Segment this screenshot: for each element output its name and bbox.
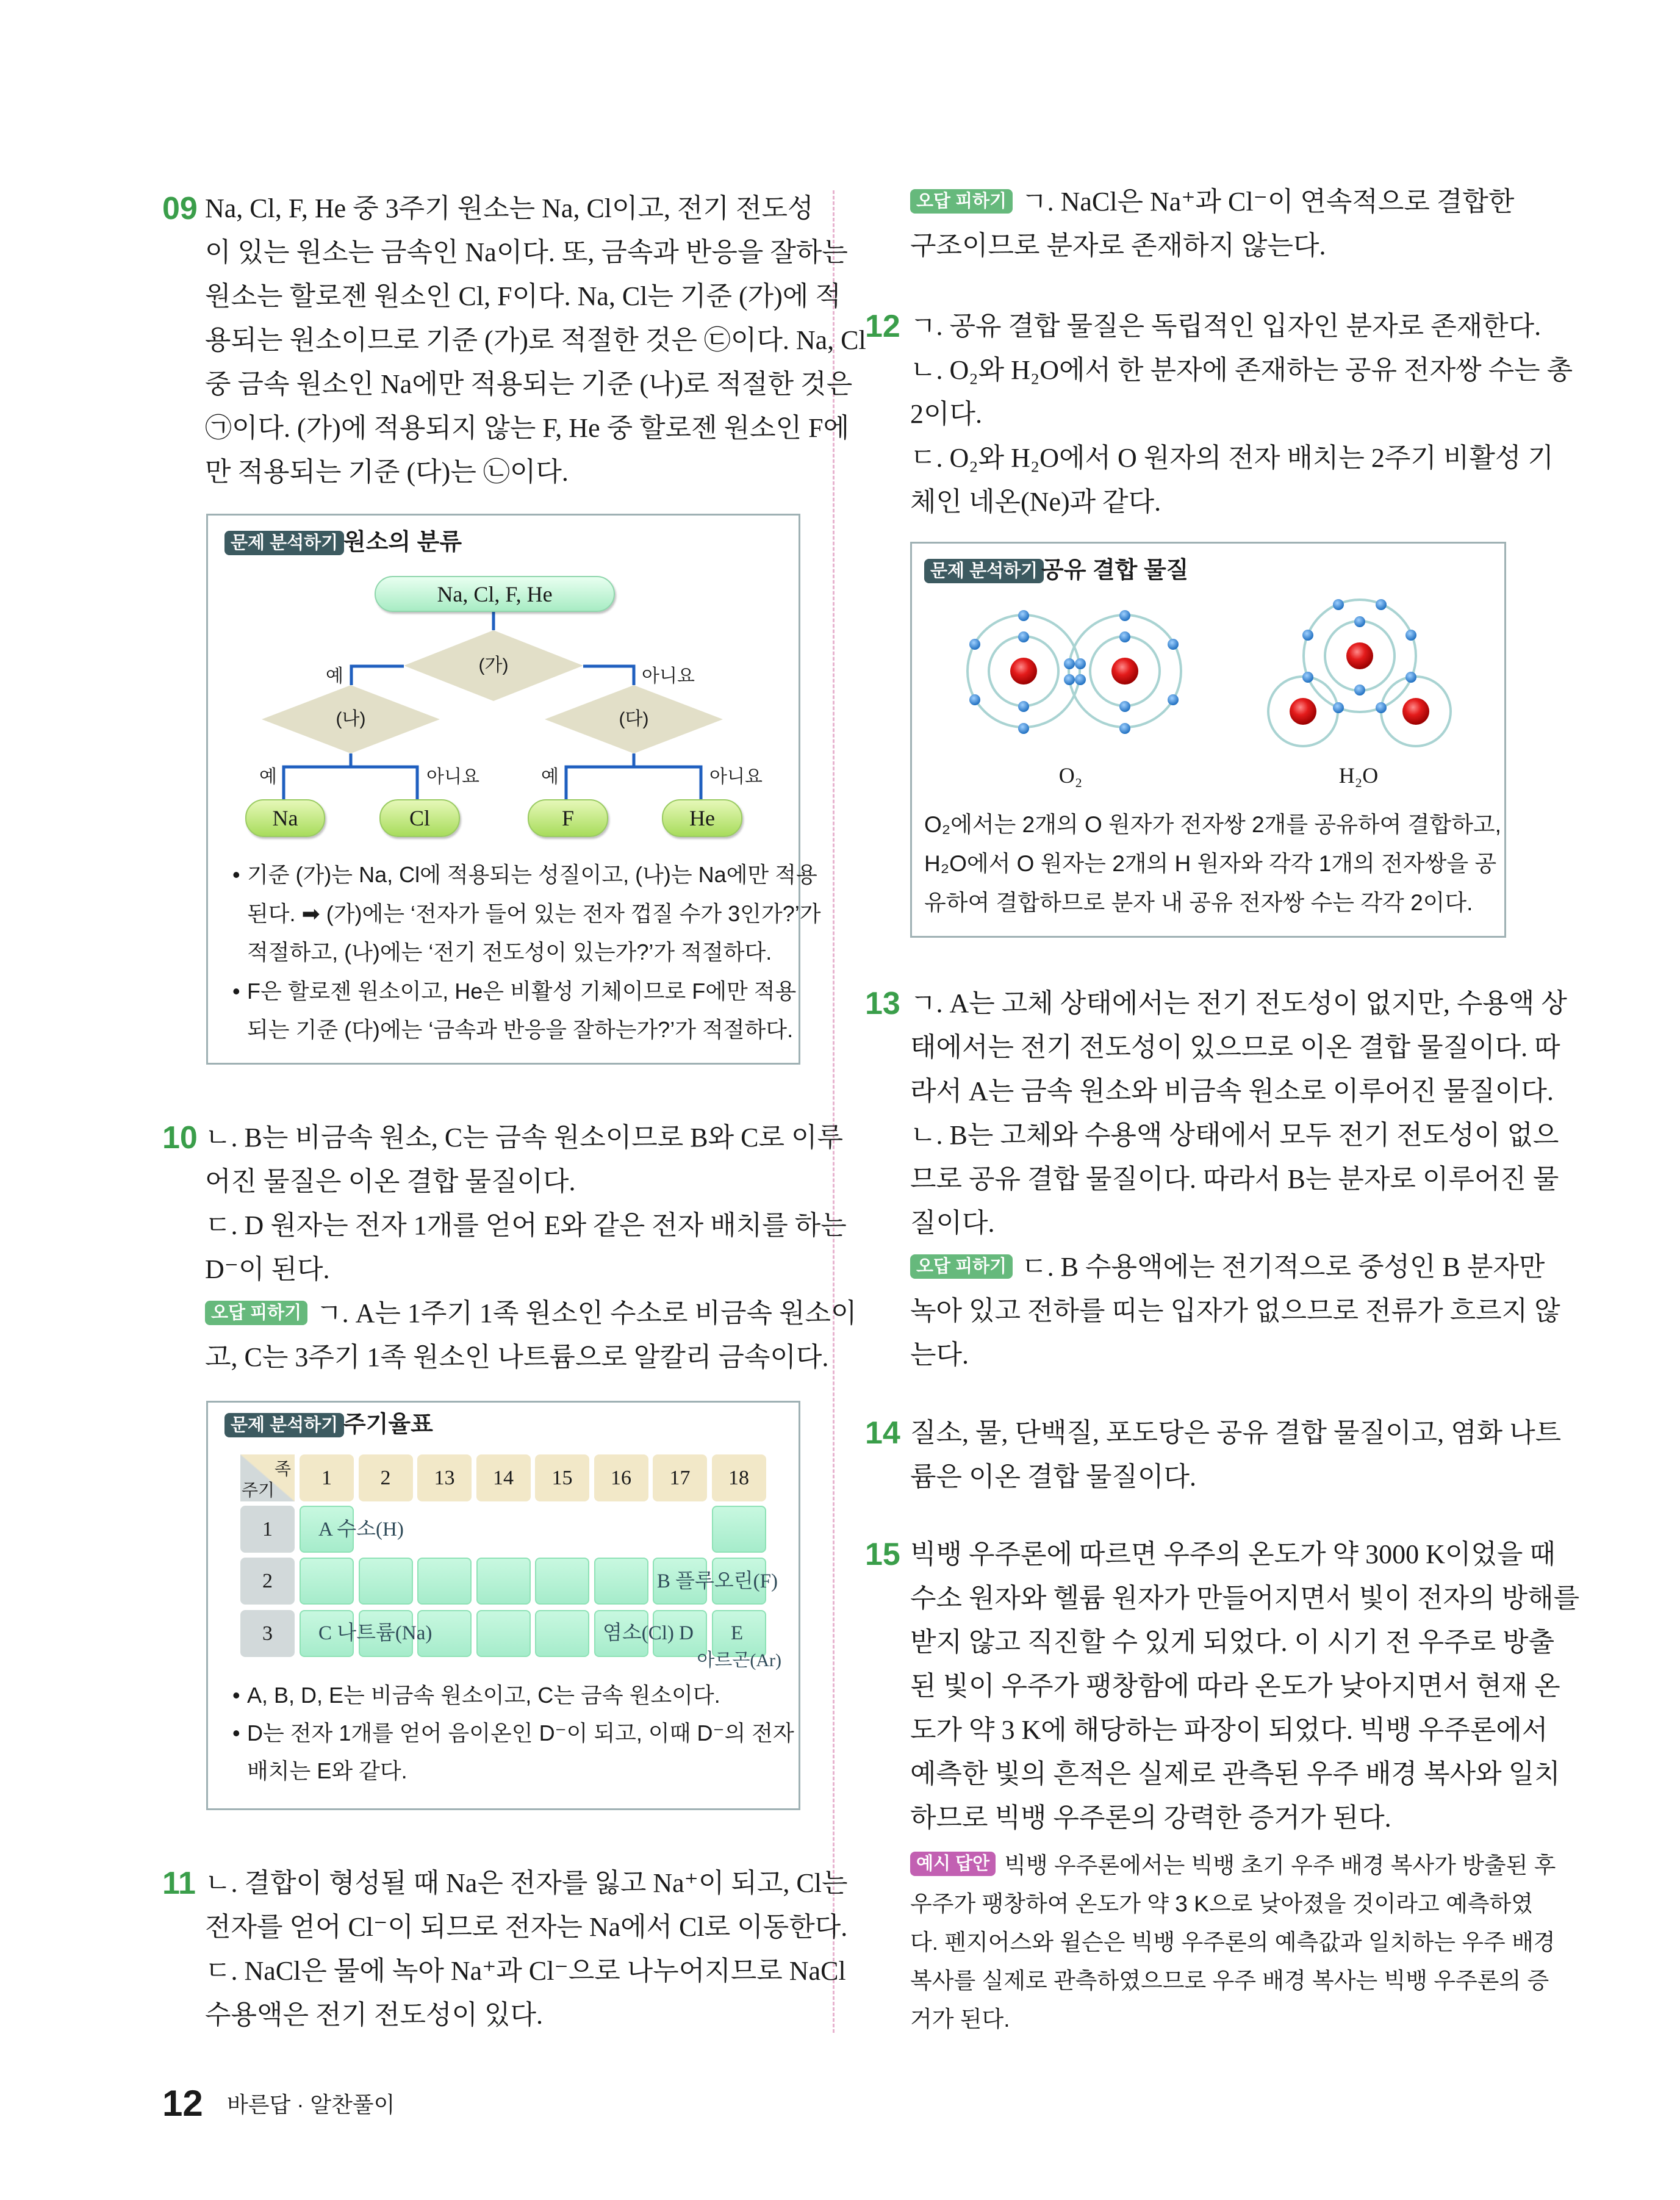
book-title: 바른답 · 알찬풀이 <box>227 2092 395 2117</box>
group-header: 13 <box>417 1454 472 1501</box>
text-line: 거가 된다. <box>910 2007 1010 2032</box>
text-line: ㄱ. 공유 결합 물질은 독립적인 입자인 분자로 존재한다. <box>910 311 1542 341</box>
text-line: 수소 원자와 헬륨 원자가 만들어지면서 빛이 전자의 방해를 <box>910 1583 1580 1613</box>
text-line: 되는 기준 (다)에는 ‘금속과 반응을 잘하는가?’가 적절하다. <box>247 1017 794 1042</box>
text-span: ㄱ. A는 1주기 1족 원소인 수소로 비금속 원소이 <box>316 1298 857 1328</box>
text-line: 륨은 이온 결합 물질이다. <box>910 1462 1197 1492</box>
analysis-badge: 문제 분석하기 <box>224 1413 344 1437</box>
yes-label: 예 <box>541 767 559 787</box>
text-line: 라서 A는 금속 원소와 비금속 원소로 이루어진 물질이다. <box>910 1076 1554 1106</box>
flow-node-all: Na, Cl, F, He <box>375 576 615 612</box>
text-line: 된다. ➡ (가)에는 ‘전자가 들어 있는 전자 껍질 수가 3인가?’가 <box>247 900 821 926</box>
text-line <box>205 1292 857 1335</box>
avoid-wrong-answer-badge: 오답 피하기 <box>205 1301 307 1325</box>
period-header: 1 <box>240 1506 295 1553</box>
text-line: 2이다. <box>910 399 983 429</box>
question-number: 15 <box>865 1537 900 1572</box>
box3-text <box>924 805 1501 922</box>
text-line: 중 금속 원소인 Na에만 적용되는 기준 (나)로 적절한 것은 <box>205 369 853 399</box>
text-span: 빅뱅 우주론에서는 빅뱅 초기 우주 배경 복사가 방출된 후 <box>1004 1853 1556 1878</box>
text-line: 만 적용되는 기준 (다)는 ㉡이다. <box>205 457 569 487</box>
text-line: 용되는 원소이므로 기준 (가)로 적절한 것은 ㉢이다. Na, Cl <box>205 325 866 355</box>
text-line: ㄴ. B는 비금속 원소, C는 금속 원소이므로 B와 C로 이루 <box>205 1123 843 1152</box>
text-line: ㉠이다. (가)에 적용되지 않는 F, He 중 할로젠 원소인 F에 <box>205 413 850 443</box>
element-cell <box>535 1610 589 1657</box>
text-line: • A, B, D, E는 비금속 원소이고, C는 금속 원소이다. <box>232 1677 781 1714</box>
o2-label: O₂ <box>1058 763 1083 788</box>
element-label-a: A 수소(H) <box>318 1519 404 1540</box>
box2-bullets <box>232 1677 794 1790</box>
group-header: 14 <box>476 1454 531 1501</box>
question-number: 12 <box>865 309 900 344</box>
element-label-e: E <box>731 1622 744 1644</box>
text-line: ㄷ. D 원자는 전자 1개를 얻어 E와 같은 전자 배치를 하는 <box>205 1210 847 1240</box>
table-corner <box>240 1454 295 1501</box>
text-line: 다. 펜지어스와 윌슨은 빅뱅 우주론의 예측값과 일치하는 우주 배경 <box>910 1930 1556 1955</box>
leaf-he: He <box>662 799 742 837</box>
text-line: 녹아 있고 전하를 띠는 입자가 없으므로 전류가 흐르지 않 <box>910 1296 1560 1326</box>
text-line: 하므로 빅뱅 우주론의 강력한 증거가 된다. <box>910 1803 1391 1833</box>
text-line: 도가 약 3 K에 해당하는 파장이 되었다. 빅뱅 우주론에서 <box>910 1715 1548 1745</box>
group-header: 16 <box>594 1454 648 1501</box>
h2o-label: H₂O <box>1338 763 1379 788</box>
question-number: 13 <box>865 986 900 1021</box>
avoid-wrong-answer-badge: 오답 피하기 <box>910 1254 1013 1279</box>
answer-15-example <box>910 1846 1556 2038</box>
element-cell <box>476 1610 531 1657</box>
text-line: 므로 공유 결합 물질이다. 따라서 B는 분자로 이루어진 물 <box>910 1164 1559 1194</box>
criterion-ga: (가) <box>478 655 509 675</box>
molecule-diagram <box>903 537 1507 793</box>
period-axis-label: 주기 <box>242 1481 275 1500</box>
element-label-argon: 아르곤(Ar) <box>697 1650 781 1670</box>
text-line: 질소, 물, 단백질, 포도당은 공유 결합 물질이고, 염화 나트 <box>910 1418 1562 1448</box>
orbit-shells <box>967 600 1451 746</box>
text-line <box>910 1245 1545 1289</box>
analysis-badge: 문제 분석하기 <box>224 531 344 555</box>
group-header: 17 <box>653 1454 707 1501</box>
text-line: 원소는 할로젠 원소인 Cl, F이다. Na, Cl는 기준 (가)에 적 <box>205 281 841 311</box>
element-cell <box>476 1558 531 1605</box>
text-line: 유하여 결합하므로 분자 내 공유 전자쌍 수는 각각 2이다. <box>924 890 1473 915</box>
question-number: 14 <box>865 1415 900 1451</box>
element-cell <box>417 1558 472 1605</box>
element-cell <box>594 1558 648 1605</box>
question-number: 09 <box>162 191 198 226</box>
leaf-f: F <box>528 799 608 837</box>
text-line: 받지 않고 직진할 수 있게 되었다. 이 시기 전 우주로 방출 <box>910 1627 1555 1657</box>
box-title: 공유 결합 물질 <box>1041 558 1189 583</box>
box1-bullets <box>232 855 821 1049</box>
group-axis-label: 족 <box>274 1459 291 1478</box>
text-line: • 기준 (가)는 Na, Cl에 적용되는 성질이고, (나)는 Na에만 적용 <box>232 855 781 894</box>
answer-11-wrong-note <box>910 180 1515 268</box>
text-line: • F은 할로젠 원소이고, He은 비활성 기체이므로 F에만 적용 <box>232 972 781 1011</box>
text-line: 태에서는 전기 전도성이 있으므로 이온 결합 물질이다. 따 <box>910 1032 1560 1062</box>
box-title: 주기율표 <box>343 1412 433 1437</box>
analysis-badge: 문제 분석하기 <box>924 559 1044 583</box>
group-header: 1 <box>300 1454 354 1501</box>
leaf-cl: Cl <box>379 799 460 837</box>
page-number: 12 <box>162 2083 203 2124</box>
text-line: 우주가 팽창하여 온도가 약 3 K으로 낮아졌을 것이라고 예측하였 <box>910 1891 1534 1916</box>
text-line: 는다. <box>910 1340 969 1370</box>
answer-12 <box>910 304 1573 524</box>
answer-11 <box>205 1861 848 2037</box>
group-header: 2 <box>359 1454 413 1501</box>
answer-13 <box>910 982 1567 1377</box>
element-cell <box>712 1506 766 1553</box>
text-line: ㄷ. O₂와 H₂O에서 O 원자의 전자 배치는 2주기 비활성 기 <box>910 443 1554 473</box>
text-line: 배치는 E와 같다. <box>247 1758 407 1783</box>
yes-label: 예 <box>259 767 277 787</box>
text-line: ㄴ. B는 고체와 수용액 상태에서 모두 전기 전도성이 없으 <box>910 1120 1559 1150</box>
element-label-d: 염소(Cl) D <box>603 1622 694 1644</box>
box-title: 원소의 분류 <box>343 530 462 555</box>
answer-14 <box>910 1411 1562 1499</box>
text-line: 고, C는 3주기 1족 원소인 나트륨으로 알칼리 금속이다. <box>205 1342 829 1372</box>
text-line: 어진 물질은 이온 결합 물질이다. <box>205 1167 576 1196</box>
text-span: ㄱ. NaCl은 Na⁺과 Cl⁻이 연속적으로 결합한 <box>1021 187 1515 217</box>
text-line: H₂O에서 O 원자는 2개의 H 원자와 각각 1개의 전자쌍을 공 <box>924 851 1497 876</box>
text-line: ㄴ. 결합이 형성될 때 Na은 전자를 잃고 Na⁺이 되고, Cl는 <box>205 1868 848 1898</box>
text-line: Na, Cl, F, He 중 3주기 원소는 Na, Cl이고, 전기 전도성 <box>205 193 814 223</box>
avoid-wrong-answer-badge: 오답 피하기 <box>910 189 1013 214</box>
text-line: 전자를 얻어 Cl⁻이 되므로 전자는 Na에서 Cl로 이동한다. <box>205 1912 848 1942</box>
element-cell <box>300 1558 354 1605</box>
period-header: 3 <box>240 1610 295 1657</box>
text-line: ㄱ. A는 고체 상태에서는 전기 전도성이 없지만, 수용액 상 <box>910 988 1567 1018</box>
group-header: 15 <box>535 1454 589 1501</box>
no-label: 아니요 <box>426 767 479 787</box>
electron-icons <box>969 599 1416 734</box>
element-label-c: C 나트륨(Na) <box>318 1622 433 1644</box>
text-line: 질이다. <box>910 1208 995 1238</box>
text-line: ㄴ. O₂와 H₂O에서 한 분자에 존재하는 공유 전자쌍 수는 총 <box>910 355 1573 385</box>
no-label: 아니요 <box>642 666 695 686</box>
text-line: 구조이므로 분자로 존재하지 않는다. <box>910 231 1326 261</box>
text-line: O₂에서는 2개의 O 원자가 전자쌍 2개를 공유하여 결합하고, <box>924 812 1501 837</box>
text-line: 된 빛이 우주가 팽창함에 따라 온도가 낮아지면서 현재 온 <box>910 1671 1560 1701</box>
element-label-b: B 플루오린(F) <box>656 1570 778 1592</box>
criterion-da: (다) <box>619 709 649 729</box>
text-line: 복사를 실제로 관측하였으므로 우주 배경 복사는 빅뱅 우주론의 증 <box>910 1968 1549 1993</box>
answer-15 <box>910 1533 1580 1840</box>
answer-10 <box>205 1116 857 1379</box>
text-line: 빅뱅 우주론에 따르면 우주의 온도가 약 3000 K이었을 때 <box>910 1539 1556 1569</box>
text-line: D⁻이 된다. <box>205 1254 330 1284</box>
question-number: 11 <box>162 1866 196 1901</box>
flowchart-diamonds <box>262 630 723 753</box>
element-cell <box>535 1558 589 1605</box>
text-line: • D는 전자 1개를 얻어 음이온인 D⁻이 되고, 이때 D⁻의 전자 <box>232 1714 781 1752</box>
example-answer-badge: 예시 답안 <box>910 1852 996 1876</box>
question-number: 10 <box>162 1120 198 1156</box>
yes-label: 예 <box>326 666 343 686</box>
text-line: 이 있는 원소는 금속인 Na이다. 또, 금속과 반응을 잘하는 <box>205 237 848 267</box>
text-span: ㄷ. B 수용액에는 전기적으로 중성인 B 분자만 <box>1021 1252 1545 1282</box>
element-cell <box>359 1558 413 1605</box>
text-line: ㄷ. NaCl은 물에 녹아 Na⁺과 Cl⁻으로 나누어지므로 NaCl <box>205 1956 846 1986</box>
group-header: 18 <box>712 1454 766 1501</box>
no-label: 아니요 <box>709 767 763 787</box>
text-line: 적절하고, (나)에는 ‘전기 전도성이 있는가?’가 적절하다. <box>247 940 772 965</box>
text-line: 예측한 빛의 흔적은 실제로 관측된 우주 배경 복사와 일치 <box>910 1759 1560 1789</box>
leaf-na: Na <box>245 799 325 837</box>
period-header: 2 <box>240 1558 295 1605</box>
text-line <box>910 1846 1556 1885</box>
criterion-na: (나) <box>336 709 366 729</box>
text-line: 수용액은 전기 전도성이 있다. <box>205 2000 544 2030</box>
text-line <box>910 180 1515 224</box>
text-line: 체인 네온(Ne)과 같다. <box>910 487 1161 517</box>
